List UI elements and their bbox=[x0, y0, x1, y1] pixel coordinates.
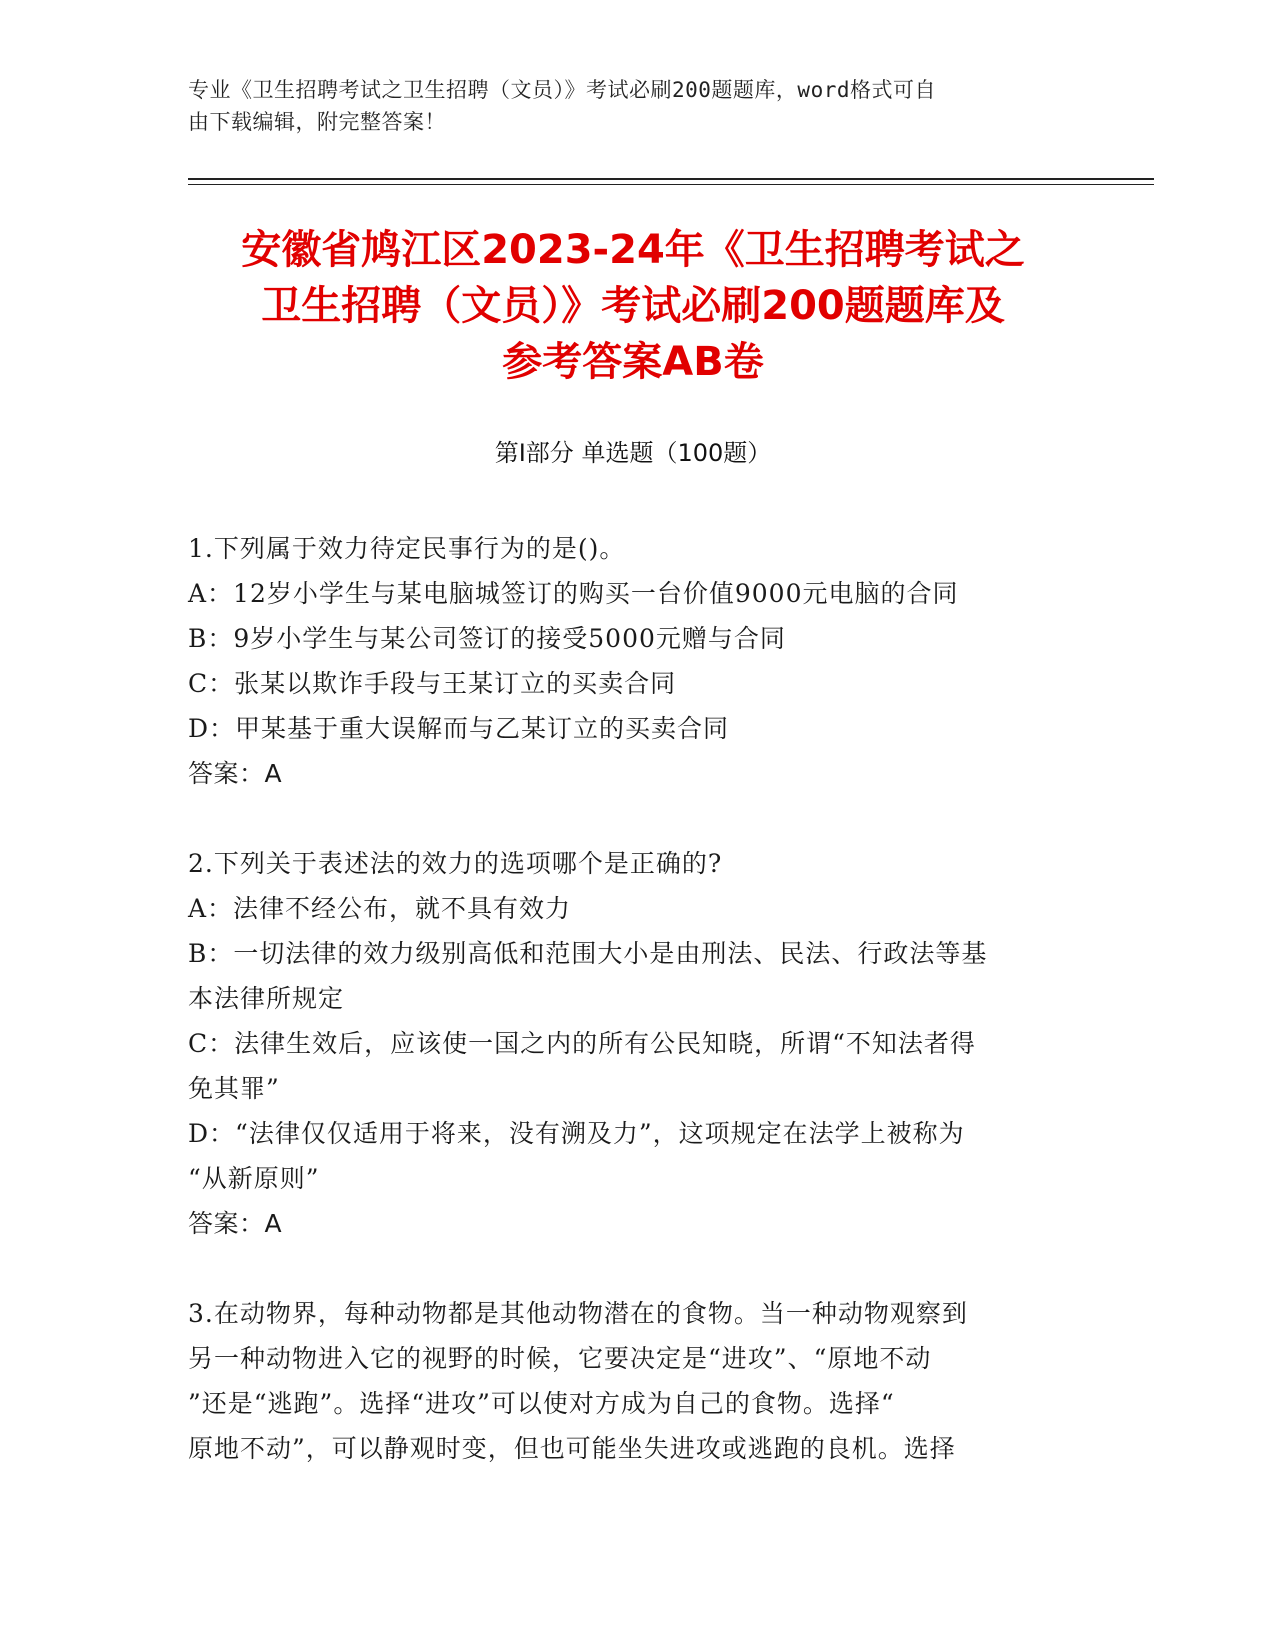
section-heading: 第Ⅰ部分 单选题（100题） bbox=[494, 439, 772, 467]
question-list bbox=[188, 526, 1068, 1516]
header-note-line: 由下载编辑，附完整答案！ bbox=[188, 110, 446, 134]
option-d: D：“法律仅仅适用于将来，没有溯及力”，这项规定在法学上被称为 bbox=[188, 1119, 965, 1148]
header-divider-thick bbox=[188, 178, 1154, 180]
answer-line: 答案：A bbox=[188, 759, 283, 788]
question-stem-continued: 另一种动物进入它的视野的时候，它要决定是“进攻”、“原地不动 bbox=[188, 1344, 932, 1373]
question-item bbox=[188, 1291, 1068, 1471]
option-d-continued: “从新原则” bbox=[188, 1164, 320, 1193]
option-c: C：张某以欺诈手段与王某订立的买卖合同 bbox=[188, 669, 677, 698]
option-c-continued: 免其罪” bbox=[188, 1074, 280, 1103]
option-b: B：一切法律的效力级别高低和范围大小是由刑法、民法、行政法等基 bbox=[188, 939, 988, 968]
question-stem: 3.在动物界，每种动物都是其他动物潜在的食物。当一种动物观察到 bbox=[188, 1299, 968, 1328]
answer-line: 答案：A bbox=[188, 1209, 283, 1238]
title-line: 卫生招聘（文员）》考试必刷200题题库及 bbox=[261, 283, 1005, 329]
option-a: A：法律不经公布，就不具有效力 bbox=[188, 894, 572, 923]
question-stem-continued: 原地不动”，可以静观时变，但也可能坐失进攻或逃跑的良机。选择 bbox=[188, 1434, 956, 1463]
option-d: D：甲某基于重大误解而与乙某订立的买卖合同 bbox=[188, 714, 730, 743]
option-b-continued: 本法律所规定 bbox=[188, 984, 345, 1013]
question-stem-continued: ”还是“逃跑”。选择“进攻”可以使对方成为自己的食物。选择“ bbox=[188, 1389, 895, 1418]
header-divider-thin bbox=[188, 184, 1154, 185]
header-note bbox=[188, 74, 1068, 138]
title-line: 安徽省鸠江区2023-24年《卫生招聘考试之 bbox=[241, 227, 1025, 273]
question-stem: 2.下列关于表述法的效力的选项哪个是正确的? bbox=[188, 849, 723, 878]
option-b: B：9岁小学生与某公司签订的接受5000元赠与合同 bbox=[188, 624, 786, 653]
document-title bbox=[188, 222, 1078, 390]
title-line: 参考答案AB卷 bbox=[502, 339, 764, 385]
question-item bbox=[188, 526, 1068, 796]
option-c: C：法律生效后，应该使一国之内的所有公民知晓，所谓“不知法者得 bbox=[188, 1029, 976, 1058]
header-note-line: 专业《卫生招聘考试之卫生招聘（文员）》考试必刷200题题库，word格式可自 bbox=[188, 78, 936, 102]
option-a: A：12岁小学生与某电脑城签订的购买一台价值9000元电脑的合同 bbox=[188, 579, 959, 608]
question-item bbox=[188, 841, 1068, 1246]
question-stem: 1.下列属于效力待定民事行为的是()。 bbox=[188, 534, 626, 563]
